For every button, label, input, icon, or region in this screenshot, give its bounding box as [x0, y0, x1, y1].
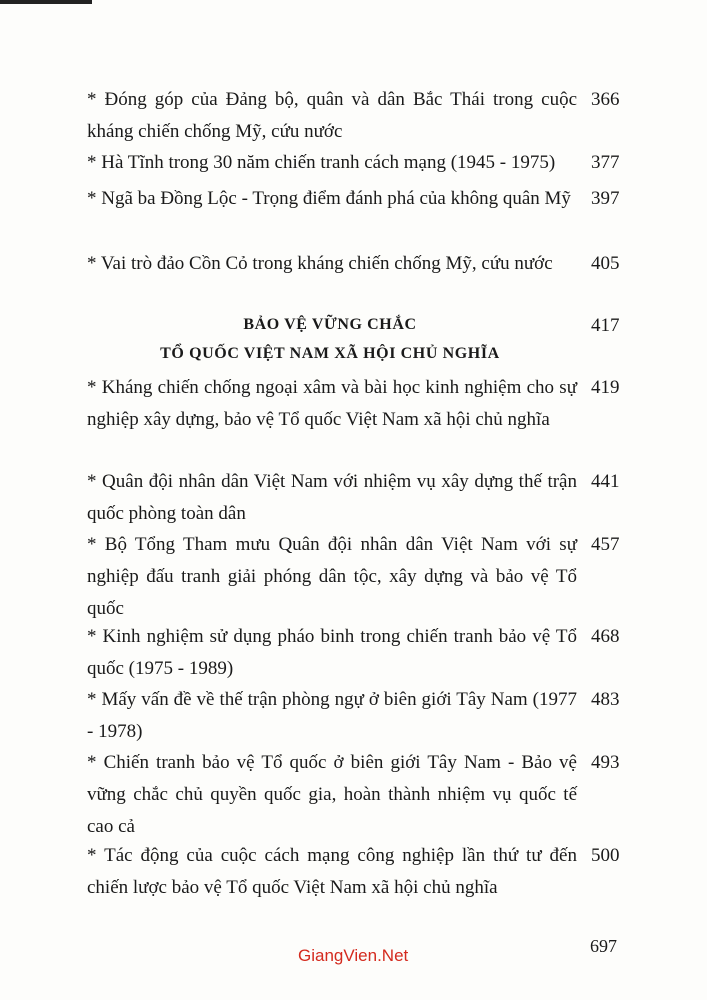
toc-entry-title: * Chiến tranh bảo vệ Tổ quốc ở biên giới Tây Nam - Bảo vệ vững chắc chủ quyền quốc gia, hoàn thành nhiệm vụ quốc tế cao cả: [87, 752, 577, 837]
toc-entry-text: [87, 147, 577, 179]
section-heading-line2: TỔ QUỐC VIỆT NAM XÃ HỘI CHỦ NGHĨA: [160, 345, 500, 362]
toc-entry-text: [87, 529, 577, 625]
toc-entry-title: * Quân đội nhân dân Việt Nam với nhiệm vụ xây dựng thế trận quốc phòng toàn dân: [87, 471, 577, 524]
toc-entry-text: [87, 684, 577, 748]
toc-entry-text: [87, 466, 577, 530]
toc-entry-text: [87, 248, 577, 280]
toc-entry-page: 397: [591, 188, 620, 209]
toc-entry-title: * Đóng góp của Đảng bộ, quân và dân Bắc Thái trong cuộc kháng chiến chống Mỹ, cứu nước: [87, 89, 577, 142]
toc-entry-title: * Bộ Tổng Tham mưu Quân đội nhân dân Việt Nam với sự nghiệp đấu tranh giải phóng dân tộc, xây dựng và bảo vệ Tổ quốc: [87, 534, 577, 619]
toc-entry-page: 483: [591, 689, 620, 710]
scan-edge-mark: [0, 0, 92, 4]
toc-entry-page: 419: [591, 377, 620, 398]
toc-entry-page: 405: [591, 253, 620, 274]
toc-entry-title: * Tác động của cuộc cách mạng công nghiệp lần thứ tư đến chiến lược bảo vệ Tổ quốc Việt Nam xã hội chủ nghĩa: [87, 845, 577, 898]
toc-entry-text: [87, 840, 577, 904]
toc-entry-title: * Kháng chiến chống ngoại xâm và bài học kinh nghiệm cho sự nghiệp xây dựng, bảo vệ Tổ quốc Việt Nam xã hội chủ nghĩa: [87, 377, 577, 430]
toc-entry-text: [87, 372, 577, 436]
toc-entry-title: * Vai trò đảo Cồn Cỏ trong kháng chiến chống Mỹ, cứu nước: [87, 253, 553, 274]
toc-entry-page: 468: [591, 626, 620, 647]
toc-entry-text: [87, 621, 577, 685]
toc-entry-page: 457: [591, 534, 620, 555]
toc-entry-title: * Hà Tĩnh trong 30 năm chiến tranh cách mạng (1945 - 1975): [87, 152, 556, 173]
section-heading-page: 417: [591, 315, 620, 336]
toc-entry-text: [87, 84, 577, 148]
toc-entry-page: 441: [591, 471, 620, 492]
toc-entry-title: * Ngã ba Đồng Lộc - Trọng điểm đánh phá của không quân Mỹ: [87, 188, 571, 209]
toc-entry-title: * Mấy vấn đề về thế trận phòng ngự ở biên giới Tây Nam (1977 - 1978): [87, 689, 577, 742]
watermark-text: GiangVien.Net: [298, 946, 409, 965]
toc-entry-page: 377: [591, 152, 620, 173]
toc-entry-title: * Kinh nghiệm sử dụng pháo binh trong chiến tranh bảo vệ Tổ quốc (1975 - 1989): [87, 626, 577, 679]
toc-entry-page: 493: [591, 752, 620, 773]
toc-entry-page: 366: [591, 89, 620, 110]
page-number: 697: [590, 936, 617, 956]
toc-entry-text: [87, 183, 577, 215]
section-heading-line1: BẢO VỆ VỮNG CHẮC: [243, 316, 417, 333]
toc-entry-page: 500: [591, 845, 620, 866]
toc-entry-text: [87, 747, 577, 843]
